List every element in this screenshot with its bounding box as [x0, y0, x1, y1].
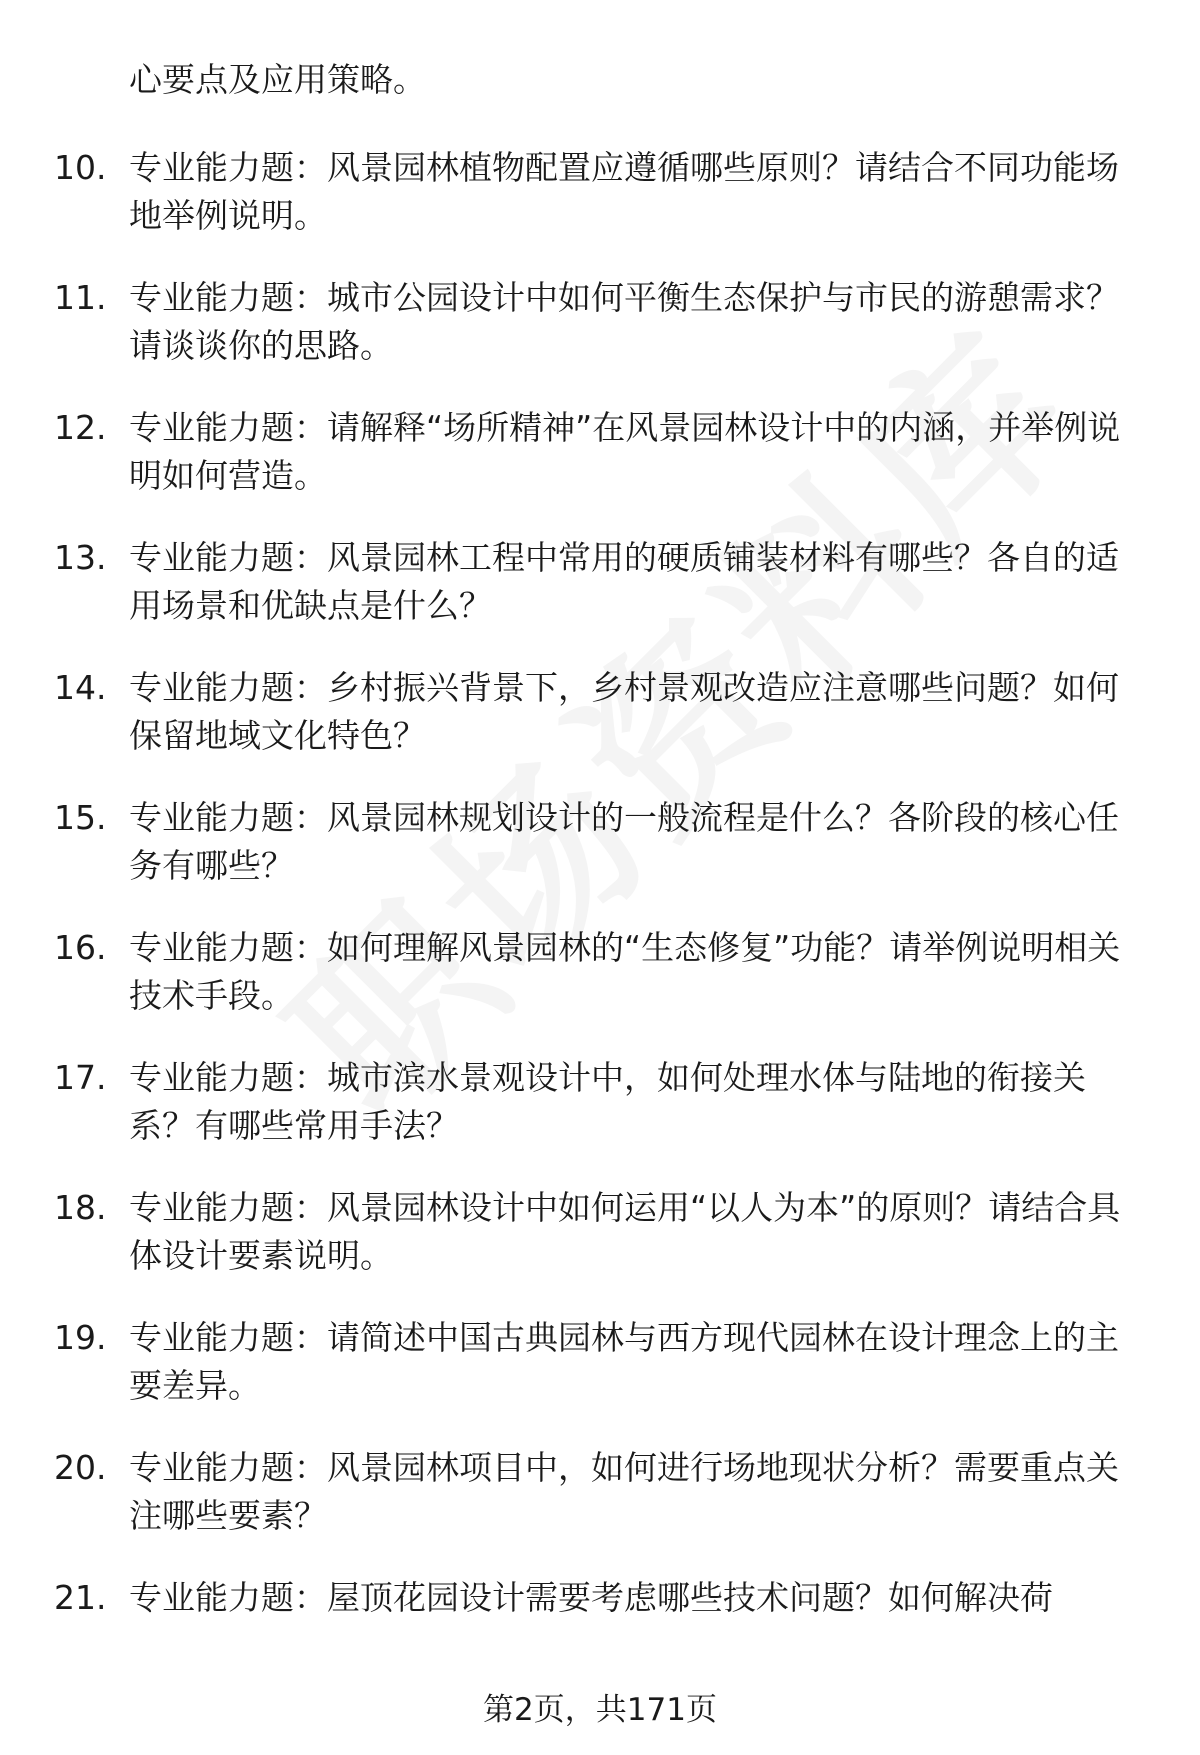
- question-list: [0, 144, 1200, 1704]
- question-text: 专业能力题：风景园林工程中常用的硬质铺装材料有哪些？各自的适用场景和优缺点是什么？: [129, 538, 1119, 625]
- question-number: 16.: [54, 928, 107, 967]
- question-item: [0, 1314, 1200, 1444]
- question-number: 14.: [54, 668, 107, 707]
- question-number: 12.: [54, 408, 107, 447]
- question-text: 专业能力题：风景园林植物配置应遵循哪些原则？请结合不同功能场地举例说明。: [129, 148, 1119, 235]
- question-item: [0, 1184, 1200, 1314]
- question-text: 专业能力题：请解释“场所精神”在风景园林设计中的内涵，并举例说明如何营造。: [129, 408, 1121, 495]
- question-item: [0, 924, 1200, 1054]
- question-text: 专业能力题：城市公园设计中如何平衡生态保护与市民的游憩需求？请谈谈你的思路。: [129, 278, 1119, 365]
- question-item: [0, 1574, 1200, 1704]
- question-item: [0, 274, 1200, 404]
- question-number: 13.: [54, 538, 107, 577]
- question-number: 17.: [54, 1058, 107, 1097]
- question-text: 专业能力题：如何理解风景园林的“生态修复”功能？请举例说明相关技术手段。: [129, 928, 1121, 1015]
- question-number: 15.: [54, 798, 107, 837]
- question-text: 专业能力题：城市滨水景观设计中，如何处理水体与陆地的衔接关系？有哪些常用手法？: [129, 1058, 1086, 1145]
- question-number: 10.: [54, 148, 107, 187]
- question-text: 专业能力题：乡村振兴背景下，乡村景观改造应注意哪些问题？如何保留地域文化特色？: [129, 668, 1119, 755]
- question-item: [0, 144, 1200, 274]
- question-text: 专业能力题：风景园林项目中，如何进行场地现状分析？需要重点关注哪些要素？: [129, 1448, 1119, 1535]
- question-item: [0, 404, 1200, 534]
- question-number: 18.: [54, 1188, 107, 1227]
- page-footer: 第2页，共171页: [483, 1692, 717, 1728]
- question-text: 专业能力题：屋顶花园设计需要考虑哪些技术问题？如何解决荷: [129, 1578, 1053, 1617]
- continuation-text: 心要点及应用策略。: [129, 60, 426, 99]
- question-number: 11.: [54, 278, 107, 317]
- question-text: 专业能力题：风景园林规划设计的一般流程是什么？各阶段的核心任务有哪些？: [129, 798, 1119, 885]
- question-text: 专业能力题：请简述中国古典园林与西方现代园林在设计理念上的主要差异。: [129, 1318, 1119, 1405]
- question-item: [0, 1444, 1200, 1574]
- question-item: [0, 664, 1200, 794]
- question-item: [0, 794, 1200, 924]
- question-item: [0, 534, 1200, 664]
- question-number: 19.: [54, 1318, 107, 1357]
- question-number: 21.: [54, 1578, 107, 1617]
- question-text: 专业能力题：风景园林设计中如何运用“以人为本”的原则？请结合具体设计要素说明。: [129, 1188, 1121, 1275]
- question-item: [0, 1054, 1200, 1184]
- question-number: 20.: [54, 1448, 107, 1487]
